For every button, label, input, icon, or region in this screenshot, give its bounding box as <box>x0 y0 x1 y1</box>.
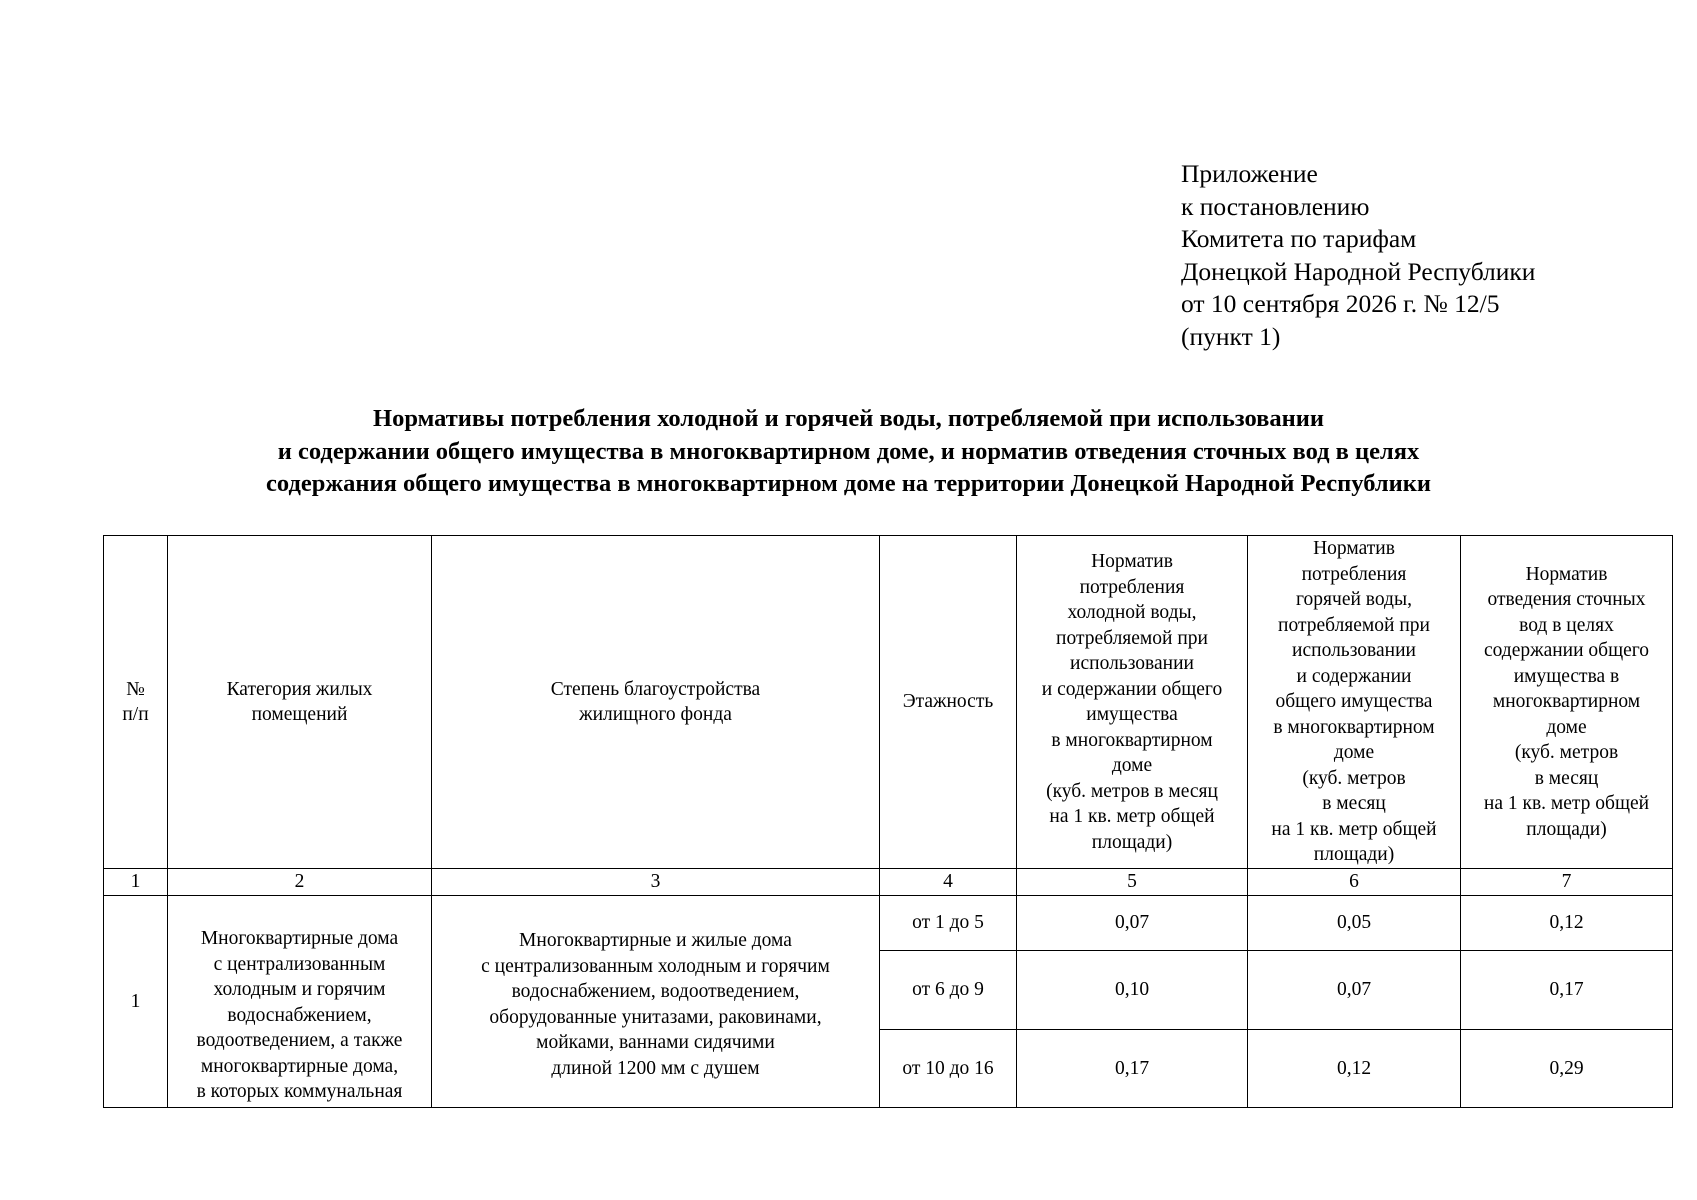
appendix-line: Приложение <box>1181 159 1318 188</box>
column-number-cell: 2 <box>168 869 432 896</box>
cold-water-cell: 0,10 <box>1017 951 1248 1030</box>
column-number-cell: 6 <box>1248 869 1461 896</box>
sewage-cell: 0,17 <box>1461 951 1673 1030</box>
appendix-line: от 10 сентября 2026 г. № 12/5 <box>1181 289 1500 319</box>
document-title-line: и содержании общего имущества в многоквартирном доме, и норматив отведения сточных вод в целях <box>277 437 1420 465</box>
floors-cell: от 10 до 16 <box>880 1030 1017 1108</box>
header-cell-floors: Этажность <box>880 536 1017 869</box>
norms-table <box>103 535 1673 1108</box>
appendix-line: к постановлению <box>1181 191 1370 221</box>
table-row <box>104 896 1673 951</box>
category-cell: Многоквартирные дома с централизованным холодным и горячим водоснабжением, водоотведением, а также многоквартирные дома, в которых коммунальная <box>168 896 432 1108</box>
document-title <box>100 403 1597 501</box>
hot-water-cell: 0,12 <box>1248 1030 1461 1108</box>
floors-cell: от 6 до 9 <box>880 951 1017 1030</box>
sewage-cell: 0,12 <box>1461 896 1673 951</box>
appendix-line: Комитета по тарифам <box>1181 224 1417 254</box>
document-title-line: содержания общего имущества в многоквартирном доме на территории Донецкой Народной Республики <box>266 470 1431 498</box>
table-header-row <box>104 536 1673 869</box>
header-cell-number: № п/п <box>104 536 168 869</box>
appendix-line: Донецкой Народной Республики <box>1181 256 1536 286</box>
header-cell-cold-water: Норматив потребления холодной воды, потребляемой при использовании и содержании общего имущества в многоквартирном доме (куб. метров в месяц на 1 кв. метр общей площади) <box>1017 536 1248 869</box>
appendix-block <box>1181 158 1535 354</box>
header-cell-hot-water: Норматив потребления горячей воды, потребляемой при использовании и содержании общего имущества в многоквартирном доме (куб. метров в месяц на 1 кв. метр общей площади) <box>1248 536 1461 869</box>
header-cell-degree: Степень благоустройства жилищного фонда <box>432 536 880 869</box>
floors-cell: от 1 до 5 <box>880 896 1017 951</box>
column-number-cell: 7 <box>1461 869 1673 896</box>
document-title-line: Нормативы потребления холодной и горячей воды, потребляемой при использовании <box>373 405 1324 432</box>
column-number-cell: 3 <box>432 869 880 896</box>
column-number-cell: 4 <box>880 869 1017 896</box>
column-number-cell: 1 <box>104 869 168 896</box>
appendix-line: (пункт 1) <box>1181 321 1281 351</box>
header-cell-sewage: Норматив отведения сточных вод в целях содержании общего имущества в многоквартирном доме (куб. метров в месяц на 1 кв. метр общей площади) <box>1461 536 1673 869</box>
hot-water-cell: 0,07 <box>1248 951 1461 1030</box>
row-number-cell: 1 <box>104 896 168 1108</box>
degree-cell: Многоквартирные и жилые дома с централизованным холодным и горячим водоснабжением, водоотведением, оборудованные унитазами, раковинами, мойками, ваннами сидячими длиной 1200 мм с душем <box>432 896 880 1108</box>
header-cell-category: Категория жилых помещений <box>168 536 432 869</box>
column-number-cell: 5 <box>1017 869 1248 896</box>
hot-water-cell: 0,05 <box>1248 896 1461 951</box>
cold-water-cell: 0,07 <box>1017 896 1248 951</box>
cold-water-cell: 0,17 <box>1017 1030 1248 1108</box>
sewage-cell: 0,29 <box>1461 1030 1673 1108</box>
column-number-row <box>104 869 1673 896</box>
